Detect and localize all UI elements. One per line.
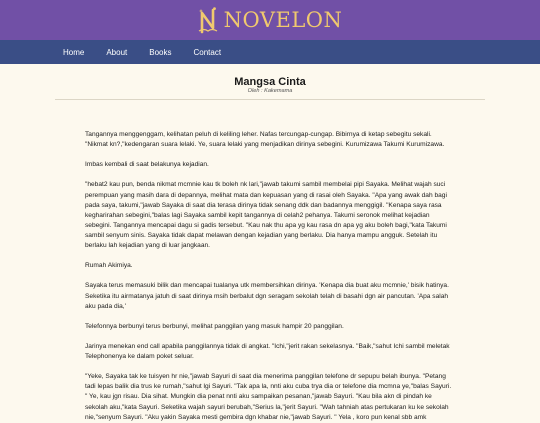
- story-paragraph: "Yeke, Sayaka tak ke tuisyen hr nie,"jawab Sayuri di saat dia menerima panggilan telefone dr sepupu belah ibunya. "Petang tadi lepas balik dia trus ke rumah,"sahut lgi Sayuri. "Tak apa la, nnti aku cuba trya dia or telefone dia mcmna ye,"balas Sayuri. " Ye, kau jgn risau. Dia sihat. Mungkin dia penat nnti aku sampaikan pesanan,"jawab Sayuri. "Kau bila akn di pindah ke sekolah aku,"kata Sayuri. Seketika wajah sayuri berubah,"Serius la,"jerit Sayuri. "Wah tahniah atas pertukaran ku ke sekolah nie,"senyum Sayuri. "Aku yakin Sayaka mesti gembira dgn khabar nie,"jawab Sayuri. " Yela , koro pun kenal sbb amk: [85, 373, 452, 421]
- title-divider: [55, 99, 485, 100]
- story-content: [85, 130, 455, 423]
- story-paragraph: "hebat2 kau pun, benda nikmat mcmnie kau tk boleh nk lari,"jawab takumi sambil membelai pipi Sayaka. Melihat wajah suci perempuan yang masih dara di depannya, melihat mata dan kepuasan yang di rasai oleh Sayaka. "Apa yang awak dah bagi pada saya, takumi,"jawab Sayaka di saat dia terasa dirinya tidak senang ddk dan badannya menggigil. "Kenapa saya rasa kegharirahan sebegini,"balas lagi Sayaka sambil kepit tangannya di celah2 pehanya. Takumi seronok melihat kejadian sebegini. Tangannya mencapai dagu si gadis tersebut. "Kau nak thu apa yg kau rasa dn apa yg aku boleh bagi,"kata Takumi sambil senyum sinis. Sayaka tidak dapat melawan dengan kejadian yang berlaku. Dia hanya mampu angguk. Setelah itu berlaku lah kejadian yang di luar jangkaan.: [85, 181, 447, 250]
- nav-books-link[interactable]: Books: [149, 47, 172, 57]
- story-paragraph: Telefonnya berbunyi terus berbunyi, melihat panggilan yang masuk hampir 20 panggilan.: [85, 322, 344, 330]
- story-author: Oleh : Kakemama: [247, 88, 293, 94]
- brand-logo[interactable]: [198, 6, 343, 34]
- brand-name: NOVELON: [223, 8, 343, 32]
- story-paragraph: Tangannya menggenggam, kelihatan peluh di keliling leher. Nafas tercungap-cungap. Bibirnya di ketap sebegitu sekali. "Nikmat kn?,"kedengaran suara lelaki. Ye, suara lelaki yang menjadikan dirinya sebegini. Kurumizawa Takumi Kurumizawa.: [85, 131, 445, 149]
- book-n-logo-icon: [198, 6, 218, 34]
- story-paragraph: Rumah Akimiya.: [85, 262, 133, 270]
- site-header: [0, 0, 540, 40]
- nav-home-link[interactable]: Home: [63, 47, 85, 57]
- story-paragraph: Sayaka terus memasuki bilik dan mencapai tualanya utk membersihkan dirinya. 'Kenapa dia buat aku mcmnie,' bisik hatinya. Seketika itu airmatanya jatuh di saat dirinya msih berbalut dgn seragam sekolah telah di basahi dgn air pancutan. 'Apa salah aku pada dia,': [85, 282, 449, 310]
- nav-contact-link[interactable]: Contact: [193, 47, 222, 57]
- main-nav: [0, 40, 540, 64]
- story-title: Mangsa Cinta: [234, 76, 306, 88]
- story-paragraph: Jarinya menekan end call apabila panggilannya tidak di angkat. "Ichi,"jerit rakan sekelasnya. "Baik,"sahut Ichi sambil meletak Telephonenya ke dalam poket seluar.: [85, 342, 450, 361]
- story-main: [0, 76, 540, 423]
- story-paragraph: Imbas kembali di saat belakunya kejadian.: [85, 161, 209, 169]
- nav-about-link[interactable]: About: [106, 47, 128, 57]
